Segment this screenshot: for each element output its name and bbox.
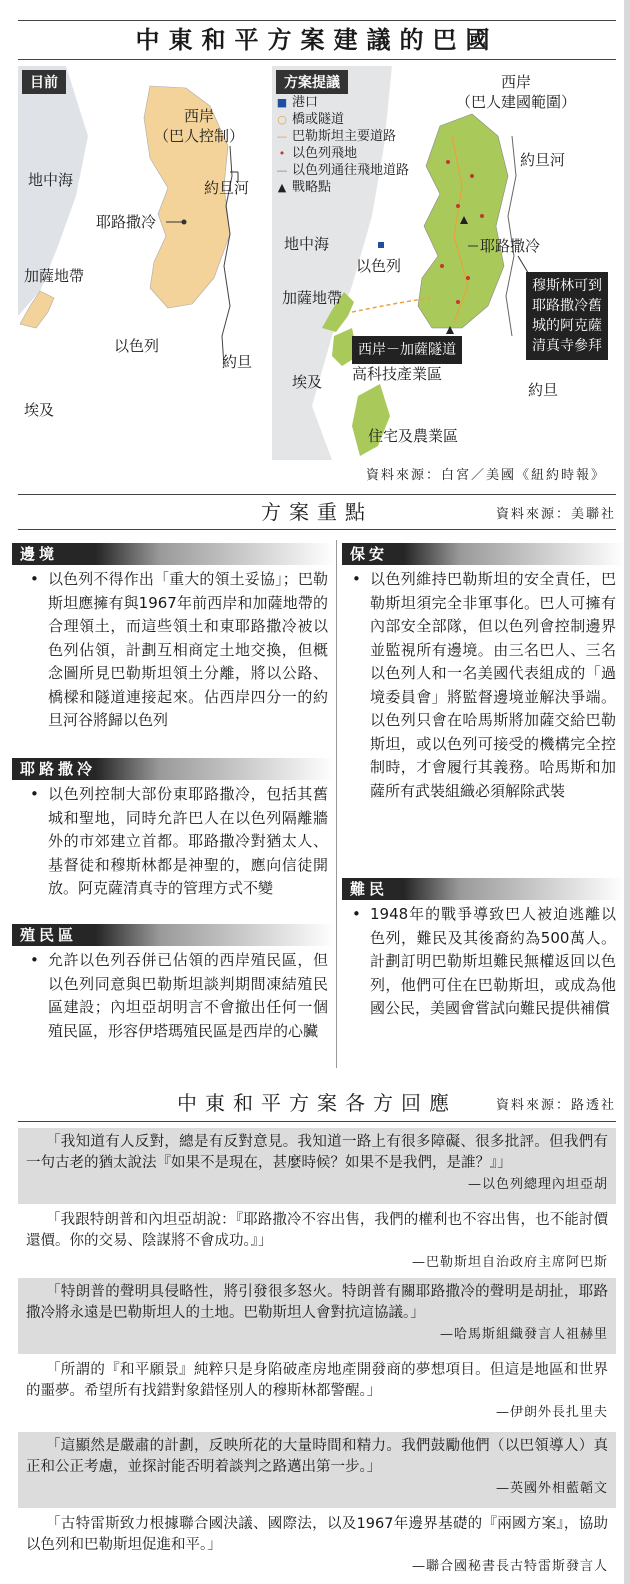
legend-symbol-icon: —	[276, 164, 288, 177]
bullet: •	[352, 570, 361, 588]
legend-symbol-icon: ■	[276, 96, 288, 109]
point-body-refugees: • 1948年的戰爭導致巴人被迫逃離以色列，難民及其後裔約為500萬人。計劃訂明巴勒斯坦難民無權返回以色列，他們可住在巴勒斯坦，或成為他國公民，美國會嘗試向難民提供補償	[352, 905, 616, 1017]
map-legend	[276, 94, 409, 196]
quote-5: 「這顯然是嚴肅的計劃，反映所花的大量時間和精力。我們鼓勵他們（以巴領導人）真正和公正考慮，並探討能否明着談判之路邁出第一步。」 —英國外相藍韜文	[18, 1432, 616, 1508]
legend-symbol-icon: —	[276, 130, 288, 143]
legend-label: 港口	[292, 95, 319, 110]
tunnel-callout: 西岸－加薩隧道	[352, 336, 462, 364]
label-mediterranean-proposal: 地中海	[284, 235, 330, 253]
label-west-bank-proposal: 西岸 （巴人建國範圍）	[456, 73, 577, 111]
bullet: •	[30, 785, 39, 803]
responses-source: 資料來源：路透社	[495, 1098, 616, 1113]
map-current-tag: 目前	[22, 70, 66, 94]
label-egypt-proposal: 埃及	[292, 373, 323, 391]
label-jordan-river-proposal: 約旦河	[520, 151, 566, 169]
label-jordan: 約旦	[222, 353, 253, 371]
label-west-bank: 西岸 （巴人控制）	[154, 107, 245, 145]
label-mediterranean: 地中海	[28, 171, 74, 189]
legend-label: 巴勒斯坦主要道路	[292, 129, 397, 144]
label-gaza-proposal: 加薩地帶	[282, 289, 343, 307]
bullet: •	[30, 570, 39, 588]
map-proposal	[272, 66, 618, 460]
responses-title: 中東和平方案各方回應	[177, 1091, 457, 1115]
page-title: 中東和平方案建議的巴國	[18, 20, 616, 60]
point-body-border: • 以色列不得作出「重大的領土妥協」；巴勒斯坦應擁有與1967年前西岸和加薩地帶的合理領土，而這些領土和東耶路撒冷被以色列佔領，計劃互相商定土地交換，但概念圖所見巴勒斯坦領土分離，將以公路、橋樑和隧道連接起來。佔西岸四分一的約旦河谷將歸以色列	[30, 570, 328, 729]
legend-label: 以色列通往飛地道路	[292, 163, 410, 178]
map-proposal-tag: 方案提議	[276, 70, 348, 94]
quote-3: 「特朗普的聲明具侵略性，將引發很多怒火。特朗普有關耶路撒冷的聲明是胡扯，耶路撒冷將永遠是巴勒斯坦人的土地。巴勒斯坦人會對抗這協議。」 —哈馬斯組織發言人祖赫里	[18, 1278, 616, 1354]
legend-label: 橋或隧道	[292, 112, 345, 127]
legend-label: 以色列飛地	[292, 146, 358, 161]
responses-title-bar	[18, 1086, 616, 1122]
map-current	[18, 66, 266, 460]
points-title-bar	[18, 494, 616, 530]
legend-symbol-icon: ▲	[277, 181, 287, 194]
mosque-callout: 穆斯林可到耶路撒冷舊城的阿克薩清真寺參拜	[526, 272, 608, 360]
point-head-jerusalem: 耶路撒冷	[12, 758, 334, 780]
label-jordan-river: 約旦河	[204, 179, 250, 197]
legend-item	[276, 162, 409, 179]
quote-1: 「我知道有人反對，總是有反對意見。我知道一路上有很多障礙、很多批評。但我們有一句古老的猶太說法『如果不是現在，甚麼時候？如果不是我們，是誰？』」 —以色列總理內坦亞胡	[18, 1128, 616, 1204]
column-divider	[336, 540, 337, 1068]
quote-2: 「我跟特朗普和內坦亞胡說：『耶路撒冷不容出售，我們的權利也不容出售，也不能討價還價。你的交易、陰謀將不會成功。』」 —巴勒斯坦自治政府主席阿巴斯	[26, 1212, 608, 1270]
points-title: 方案重點	[261, 500, 373, 524]
legend-item	[276, 111, 409, 128]
point-body-jerusalem: • 以色列控制大部份東耶路撒冷，包括其舊城和聖地，同時允許巴人在以色列隔離牆外的市郊建立首都。耶路撒冷對猶太人、基督徒和穆斯林都是神聖的，應向信徒開放。阿克薩清真寺的管理方式不變	[30, 785, 328, 897]
legend-item	[276, 94, 409, 111]
point-head-refugees: 難民	[342, 878, 624, 900]
label-jerusalem: 耶路撒冷	[96, 213, 157, 231]
label-israel-proposal: 以色列	[356, 257, 402, 275]
label-egypt: 埃及	[24, 401, 55, 419]
point-body-security: • 以色列維持巴勒斯坦的安全責任，巴勒斯坦須完全非軍事化。巴人可擁有內部安全部隊，但以色列會控制邊界並監視所有邊境。由三名巴人、三名以色列人和一名美國代表組成的「過境委員會」將監督邊境並解決爭端。以色列只會在哈馬斯將加薩交給巴勒斯坦，或以色列可接受的機構完全控制時，才會履行其義務。哈馬斯和加薩所有武裝組織必須解除武裝	[352, 570, 616, 800]
legend-item	[276, 145, 409, 162]
label-jordan-proposal: 約旦	[528, 381, 559, 399]
points-source: 資料來源：美聯社	[495, 507, 616, 522]
label-israel: 以色列	[114, 337, 160, 355]
label-hitech: 高科技產業區	[352, 365, 443, 383]
legend-symbol-icon: ○	[277, 113, 287, 126]
bullet: •	[352, 905, 361, 923]
legend-label: 戰略點	[292, 180, 332, 195]
quote-6: 「古特雷斯致力根據聯合國決議、國際法，以及1967年邊界基礎的『兩國方案』，協助以色列和巴勒斯坦促進和平。」 —聯合國秘書長古特雷斯發言人	[26, 1516, 608, 1574]
point-head-border: 邊境	[12, 543, 334, 565]
legend-item	[276, 128, 409, 145]
map-source: 資料來源：白宮／美國《紐約時報》	[365, 468, 606, 483]
legend-item	[276, 179, 409, 196]
quote-4: 「所謂的『和平願景』純粹只是身陷破產房地產開發商的夢想項目。但這是地區和世界的噩夢。希望所有找錯對象錯怪別人的穆斯林都警醒。」 —伊朗外長扎里夫	[26, 1362, 608, 1420]
point-head-settlements: 殖民區	[12, 924, 334, 946]
label-residential: 住宅及農業區	[368, 427, 459, 445]
label-jerusalem-proposal: 耶路撒冷	[480, 237, 541, 255]
legend-symbol-icon: •	[278, 147, 286, 160]
label-gaza: 加薩地帶	[24, 267, 85, 285]
bullet: •	[30, 951, 39, 969]
point-head-security: 保安	[342, 543, 624, 565]
point-body-settlements: • 允許以色列吞併已佔領的西岸殖民區，但以色列同意與巴勒斯坦談判期間凍結殖民區建設；內坦亞胡明言不會撤出任何一個殖民區，形容伊塔瑪殖民區是西岸的心臟	[30, 951, 328, 1040]
